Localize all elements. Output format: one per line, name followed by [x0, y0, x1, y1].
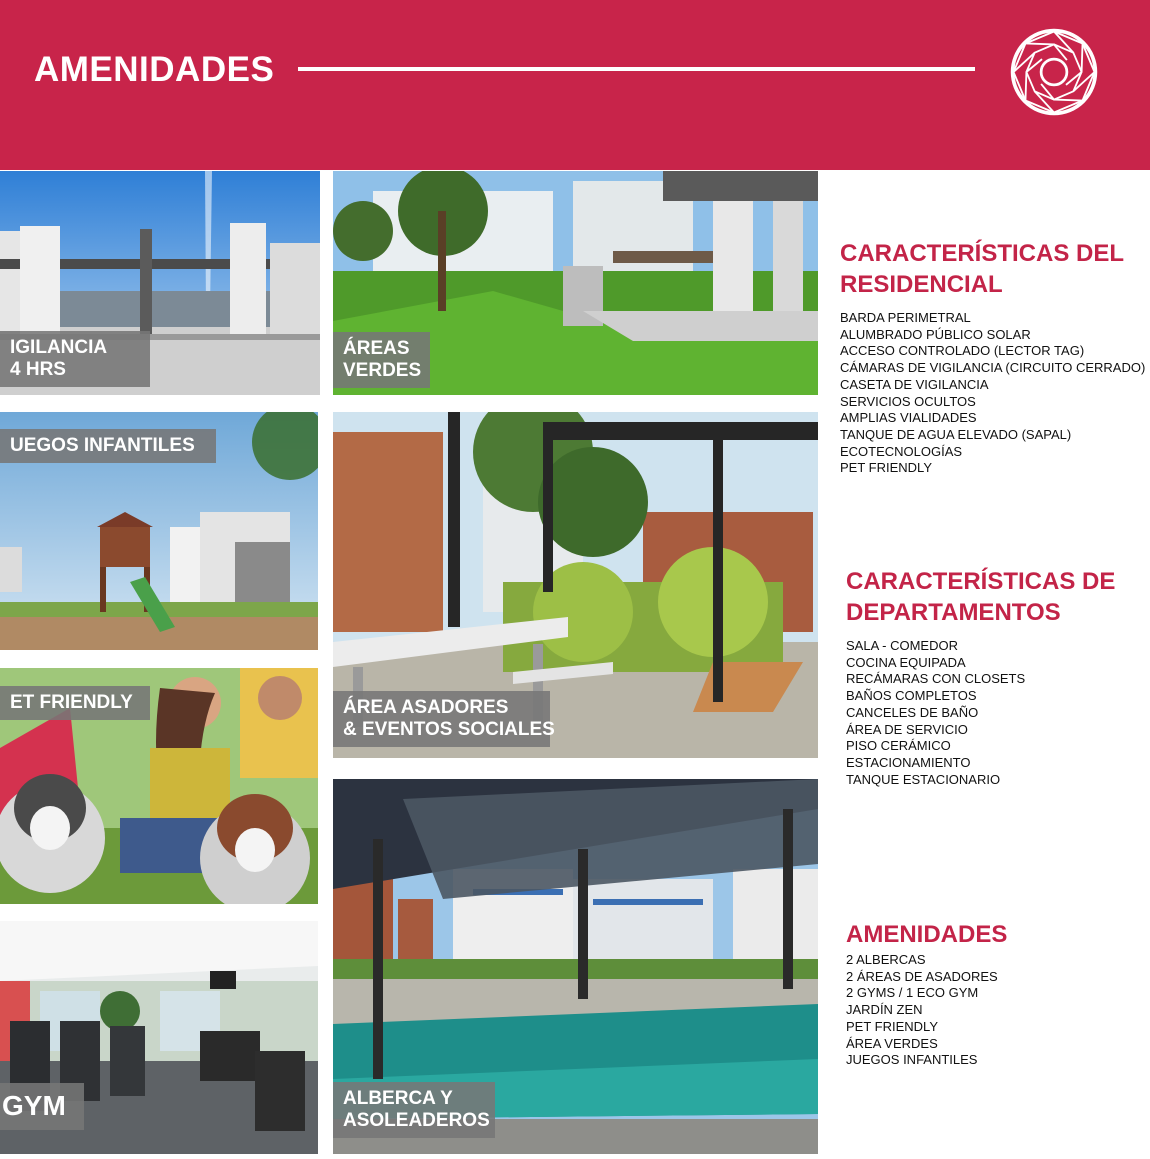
heading-line: DEPARTAMENTOS	[846, 599, 1061, 626]
heading-line: RESIDENCIAL	[840, 271, 1003, 298]
photo-vigilancia	[0, 171, 320, 395]
header-divider	[298, 67, 975, 71]
list-item: ÁREA VERDES	[846, 1035, 938, 1051]
section-departamentos	[846, 566, 1115, 788]
caption-line: VERDES	[343, 360, 422, 381]
section-heading	[846, 566, 1115, 628]
header-banner	[0, 0, 1150, 170]
caption-vigilancia	[0, 331, 150, 387]
list-item: JARDÍN ZEN	[846, 1002, 923, 1018]
list-item: ESTACIONAMIENTO	[846, 754, 971, 770]
caption-line: ASOLEADEROS	[343, 1110, 490, 1131]
list-item: RECÁMARAS CON CLOSETS	[846, 671, 1026, 687]
list-item: AMPLIAS VIALIDADES	[840, 410, 977, 426]
photo-area-asadores	[333, 412, 818, 758]
photo-gym	[0, 921, 318, 1154]
list-item: SALA - COMEDOR	[846, 638, 958, 653]
section-amenidades	[846, 919, 1007, 1069]
caption-line: ÁREAS	[343, 338, 410, 359]
geometric-circle-logo-icon	[1008, 26, 1100, 118]
photo-pet-friendly	[0, 668, 318, 904]
caption-pet-friendly: ET FRIENDLY	[0, 686, 150, 720]
heading-line: CARACTERÍSTICAS DEL	[840, 240, 1125, 267]
departamentos-list	[846, 638, 1115, 788]
list-item: SERVICIOS OCULTOS	[840, 393, 976, 409]
caption-line: IGILANCIA	[10, 337, 108, 358]
list-item: CÁMARAS DE VIGILANCIA (CIRCUITO CERRADO)	[840, 360, 1146, 376]
section-residencial	[840, 238, 1145, 477]
amenidades-list	[846, 952, 1007, 1069]
caption-line: ÁREA ASADORES	[343, 697, 509, 718]
caption-area-asadores	[333, 691, 555, 747]
list-item: PET FRIENDLY	[846, 1018, 938, 1034]
caption-alberca	[333, 1082, 495, 1138]
list-item: JUEGOS INFANTILES	[846, 1052, 978, 1068]
caption-gym: GYM	[0, 1083, 84, 1130]
residencial-list	[840, 310, 1145, 477]
photo-juegos-infantiles	[0, 412, 318, 650]
list-item: CASETA DE VIGILANCIA	[840, 376, 989, 392]
list-item: TANQUE DE AGUA ELEVADO (SAPAL)	[840, 426, 1072, 442]
caption-line: & EVENTOS SOCIALES	[343, 719, 555, 740]
photo-alberca	[333, 779, 818, 1154]
caption-line: ALBERCA Y	[343, 1088, 453, 1109]
section-heading: AMENIDADES	[846, 921, 1008, 948]
list-item: COCINA EQUIPADA	[846, 654, 966, 670]
caption-areas-verdes	[333, 332, 430, 388]
list-item: BAÑOS COMPLETOS	[846, 688, 977, 704]
list-item: 2 GYMS / 1 ECO GYM	[846, 985, 979, 1001]
list-item: TANQUE ESTACIONARIO	[846, 771, 1001, 787]
list-item: ECOTECNOLOGÍAS	[840, 443, 963, 459]
list-item: ALUMBRADO PÚBLICO SOLAR	[840, 326, 1031, 342]
list-item: BARDA PERIMETRAL	[840, 310, 971, 325]
list-item: 2 ÁREAS DE ASADORES	[846, 968, 998, 984]
caption-line: 4 HRS	[10, 359, 66, 380]
heading-line: CARACTERÍSTICAS DE	[846, 568, 1116, 595]
photo-areas-verdes	[333, 171, 818, 395]
page-title: AMENIDADES	[34, 50, 275, 89]
list-item: PISO CERÁMICO	[846, 738, 951, 754]
section-heading	[840, 238, 1145, 300]
list-item: ACCESO CONTROLADO (LECTOR TAG)	[840, 343, 1085, 359]
caption-juegos-infantiles: UEGOS INFANTILES	[0, 429, 216, 463]
list-item: CANCELES DE BAÑO	[846, 704, 979, 720]
list-item: PET FRIENDLY	[840, 460, 932, 476]
list-item: 2 ALBERCAS	[846, 952, 926, 967]
list-item: ÁREA DE SERVICIO	[846, 721, 968, 737]
